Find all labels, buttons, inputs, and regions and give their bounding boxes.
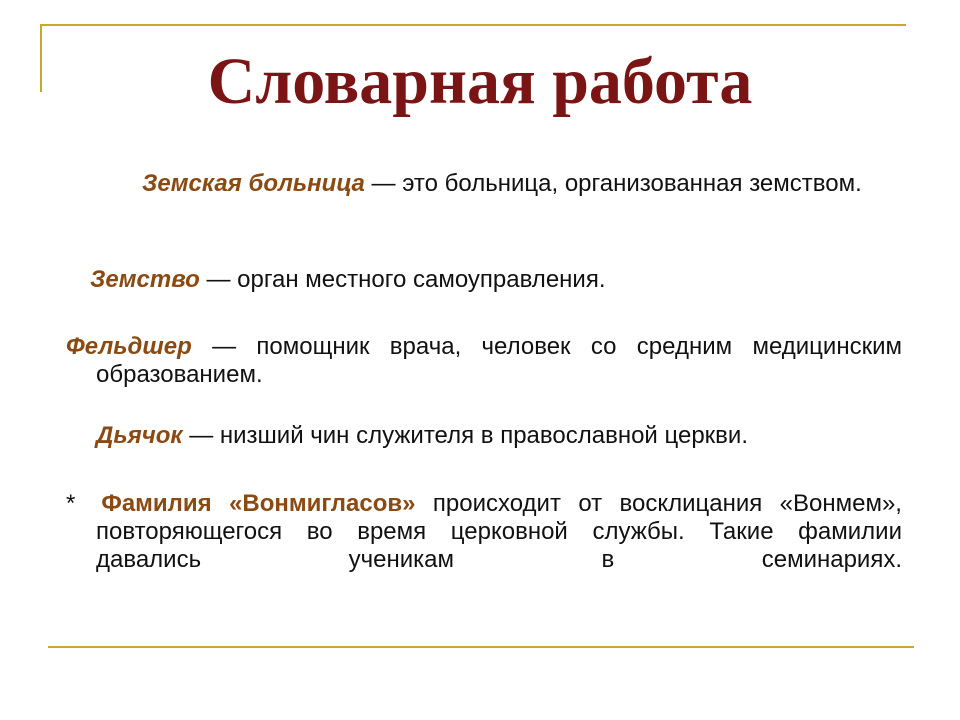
vocab-term: Земская больница	[142, 170, 365, 197]
slide-title: Словарная работа	[207, 45, 753, 118]
vocab-entry-zemskaya-bolnitsa	[96, 170, 902, 198]
vocab-definition: — низший чин служителя в православной церкви.	[182, 422, 748, 449]
note-term: Фамилия «Вонмигласов»	[101, 490, 416, 517]
vocab-definition: — помощник врача, человек со средним медицинским образованием.	[96, 333, 902, 388]
note-paragraph	[66, 490, 902, 574]
vocab-definition: — это больница, организованная земством.	[364, 170, 862, 197]
vocab-definition: — орган местного самоуправления.	[199, 266, 606, 293]
vocab-entry-zemstvo	[90, 266, 902, 294]
vocab-term: Фельдшер	[66, 333, 192, 360]
top-decorative-rule	[40, 24, 906, 26]
vocab-term: Дьячок	[96, 422, 183, 449]
bottom-decorative-rule	[48, 646, 914, 648]
vocab-term: Земство	[90, 266, 200, 293]
vocab-entry-feldsher	[66, 333, 902, 389]
vocab-entry-dyachok	[96, 422, 902, 450]
note-definition: происходит от восклицания «Вонмем», повторяющегося во время церковной службы. Такие фамилии давались ученикам в семинариях.	[96, 490, 902, 573]
note-marker: *	[66, 490, 76, 517]
